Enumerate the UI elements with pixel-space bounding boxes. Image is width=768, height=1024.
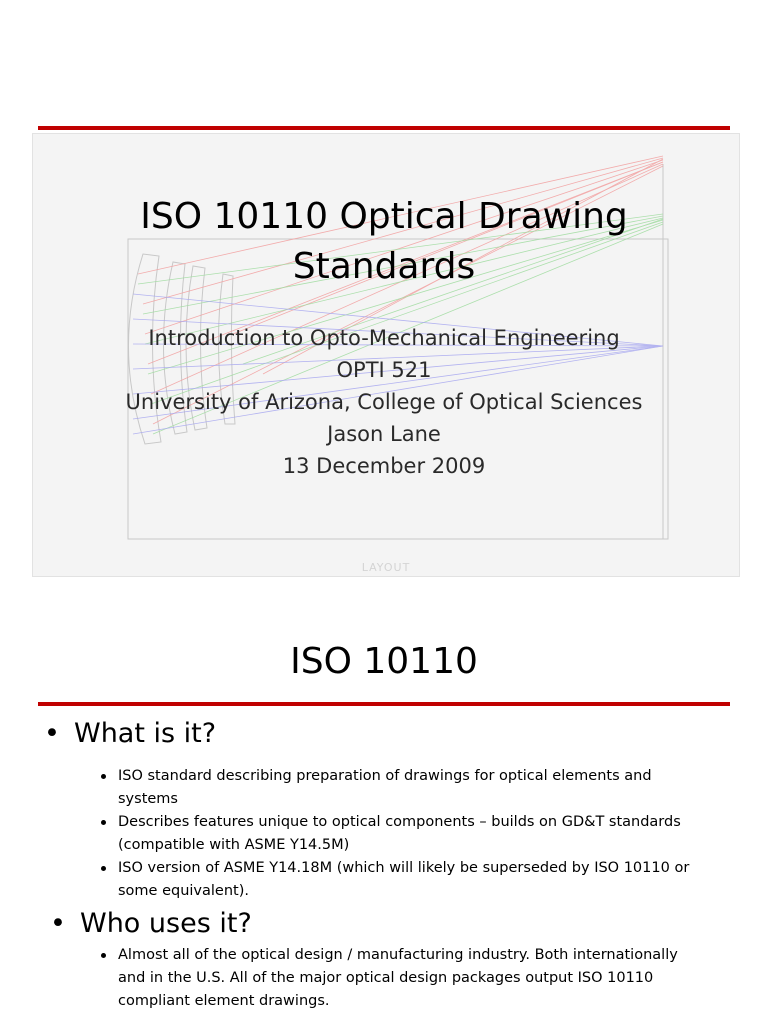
section-list-what [98, 765, 698, 903]
date: 13 December 2009 [282, 454, 486, 478]
course-name: Introduction to Opto-Mechanical Engineering [148, 326, 620, 350]
course-number: OPTI 521 [336, 358, 432, 382]
section-heading-who: • Who uses it? [50, 908, 252, 939]
figure-caption: LAYOUT [361, 561, 411, 574]
bullet-icon: • [50, 908, 66, 939]
list-item: ISO version of ASME Y14.18M (which will likely be superseded by ISO 10110 or some equivalent). [98, 857, 698, 903]
list-item: Describes features unique to optical components – builds on GD&T standards (compatible with ASME Y14.5M) [98, 811, 698, 857]
author: Jason Lane [327, 422, 441, 446]
section-heading-what: • What is it? [44, 718, 217, 749]
list-item: Almost all of the optical design / manufacturing industry. Both internationally and in the U.S. All of the major optical design packages output ISO 10110 compliant element drawings. [98, 944, 688, 1013]
slide2-title: ISO 10110 [290, 641, 478, 682]
list-item: ISO standard describing preparation of drawings for optical elements and systems [98, 765, 698, 811]
slide1-top-rule [38, 126, 730, 130]
section-list-who [98, 944, 688, 1013]
institution: University of Arizona, College of Optical Sciences [125, 390, 643, 414]
slide1-subtitle [110, 326, 658, 486]
bullet-icon: • [44, 718, 60, 749]
slide2-title-rule [38, 702, 730, 706]
slide1-title: ISO 10110 Optical Drawing Standards [140, 196, 628, 287]
